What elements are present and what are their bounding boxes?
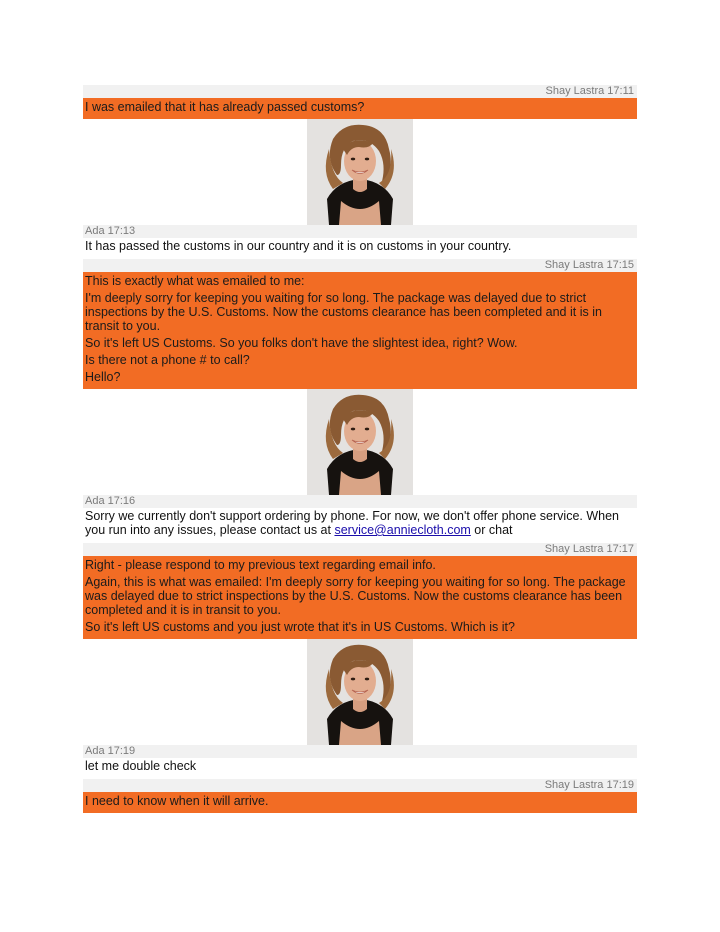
customer-message-header: Shay Lastra 17:19 xyxy=(83,779,637,792)
message-line: I'm deeply sorry for keeping you waiting for so long. The package was delayed due to strict inspections by the U.S. Customs. Now the customs clearance has been completed and it is in transit to you. xyxy=(85,291,602,333)
agent-photo-icon xyxy=(307,119,413,225)
agent-avatar-row xyxy=(83,389,637,495)
message-line: Hello? xyxy=(85,370,121,384)
agent-photo-icon xyxy=(307,639,413,745)
message-text: or chat xyxy=(470,523,513,537)
agent-message-header: Ada 17:13 xyxy=(83,225,637,238)
message-line: I need to know when it will arrive. xyxy=(85,794,269,808)
agent-message xyxy=(83,508,637,543)
message-line: Again, this is what was emailed: I'm deeply sorry for keeping you waiting for so long. The package was delayed due to strict inspections by the U.S. Customs. Now the customs clearance has been completed and it is in transit to you. xyxy=(85,575,626,617)
message-line: It has passed the customs in our country and it is on customs in your country. xyxy=(85,239,512,253)
message-text: Sorry we currently don't support ordering by phone. For now, we don't offer phone service. When you run into any issues, please contact us at xyxy=(85,509,619,537)
message-line: So it's left US Customs. So you folks don't have the slightest idea, right? Wow. xyxy=(85,336,518,350)
agent-photo-icon xyxy=(307,389,413,495)
agent-message xyxy=(83,758,637,779)
message-line: Is there not a phone # to call? xyxy=(85,353,250,367)
message-line: I was emailed that it has already passed customs? xyxy=(85,100,365,114)
agent-message xyxy=(83,238,637,259)
customer-message xyxy=(83,792,637,813)
customer-message xyxy=(83,272,637,389)
message-line: Right - please respond to my previous text regarding email info. xyxy=(85,558,436,572)
customer-message-header: Shay Lastra 17:11 xyxy=(83,85,637,98)
chat-log xyxy=(83,85,637,813)
message-line: This is exactly what was emailed to me: xyxy=(85,274,305,288)
agent-message-header: Ada 17:16 xyxy=(83,495,637,508)
message-line: let me double check xyxy=(85,759,197,773)
support-email-link[interactable]: service@anniecloth.com xyxy=(334,523,471,537)
customer-message-header: Shay Lastra 17:15 xyxy=(83,259,637,272)
customer-message xyxy=(83,98,637,119)
agent-avatar-row xyxy=(83,119,637,225)
message-line xyxy=(85,509,635,537)
agent-avatar-row xyxy=(83,639,637,745)
agent-message-header: Ada 17:19 xyxy=(83,745,637,758)
message-line: So it's left US customs and you just wrote that it's in US Customs. Which is it? xyxy=(85,620,515,634)
customer-message xyxy=(83,556,637,639)
customer-message-header: Shay Lastra 17:17 xyxy=(83,543,637,556)
